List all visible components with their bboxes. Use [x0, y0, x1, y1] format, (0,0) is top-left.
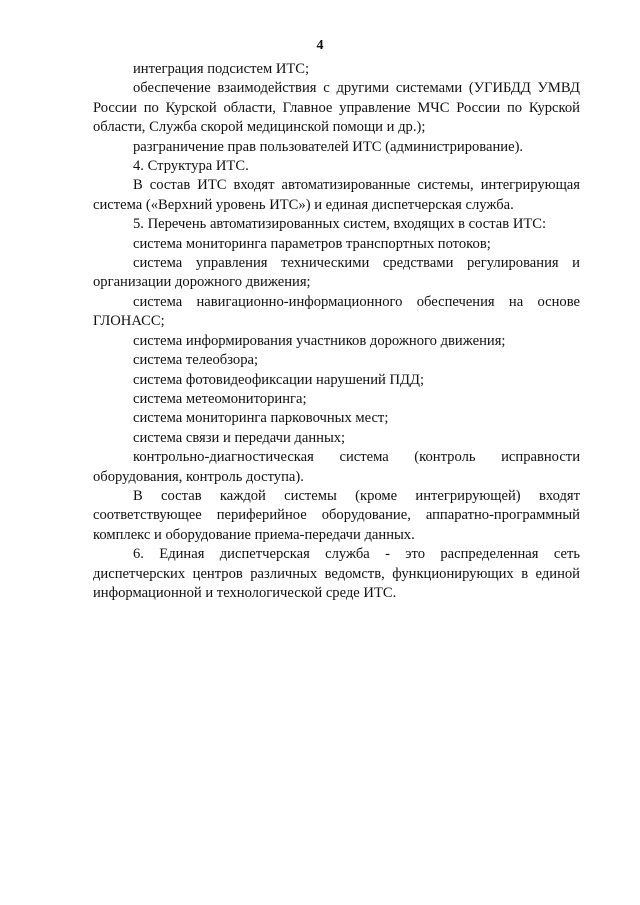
page-number: 4	[316, 38, 324, 53]
list-item-9: система связи и передачи данных;	[133, 429, 346, 446]
list-item-2: система управления техническими средствами регулирования и организации дорожного движения;	[93, 255, 580, 291]
list-item-5: система телеобзора;	[133, 352, 259, 369]
paragraph-composition: В состав каждой системы (кроме интегрирующей) входят соответствующее периферийное оборудование, аппаратно-программный комплекс и оборудование приема-передачи данных.	[93, 487, 580, 543]
list-item-1: система мониторинга параметров транспортных потоков;	[133, 235, 491, 252]
paragraph-2: обеспечение взаимодействия с другими системами (УГИБДД УМВД России по Курской области, Главное управление МЧС России по Курской области, Служба скорой медицинской помощи и др.);	[93, 80, 580, 136]
document-body	[93, 60, 580, 603]
section-6: 6. Единая диспетчерская служба - это распределенная сеть диспетчерских центров различных ведомств, функционирующих в единой информационной и технологической среде ИТС.	[93, 546, 580, 601]
list-item-4: система информирования участников дорожного движения;	[133, 332, 506, 349]
list-item-6: система фотовидеофиксации нарушений ПДД;	[133, 371, 425, 388]
list-item-8: система мониторинга парковочных мест;	[133, 410, 389, 427]
paragraph-1: интеграция подсистем ИТС;	[133, 61, 310, 77]
section-heading-5: 5. Перечень автоматизированных систем, входящих в состав ИТС:	[133, 216, 547, 233]
paragraph-5: В состав ИТС входят автоматизированные системы, интегрирующая система («Верхний уровень ИТС») и единая диспетчерская служба.	[93, 177, 580, 213]
section-heading-4: 4. Структура ИТС.	[133, 158, 249, 175]
paragraph-3: разграничение прав пользователей ИТС (администрирование).	[133, 138, 524, 155]
list-item-7: система метеомониторинга;	[133, 390, 307, 407]
list-item-10: контрольно-диагностическая система (контроль исправности оборудования, контроль доступа).	[93, 449, 580, 485]
list-item-3: система навигационно-информационного обеспечения на основе ГЛОНАСС;	[93, 293, 580, 330]
